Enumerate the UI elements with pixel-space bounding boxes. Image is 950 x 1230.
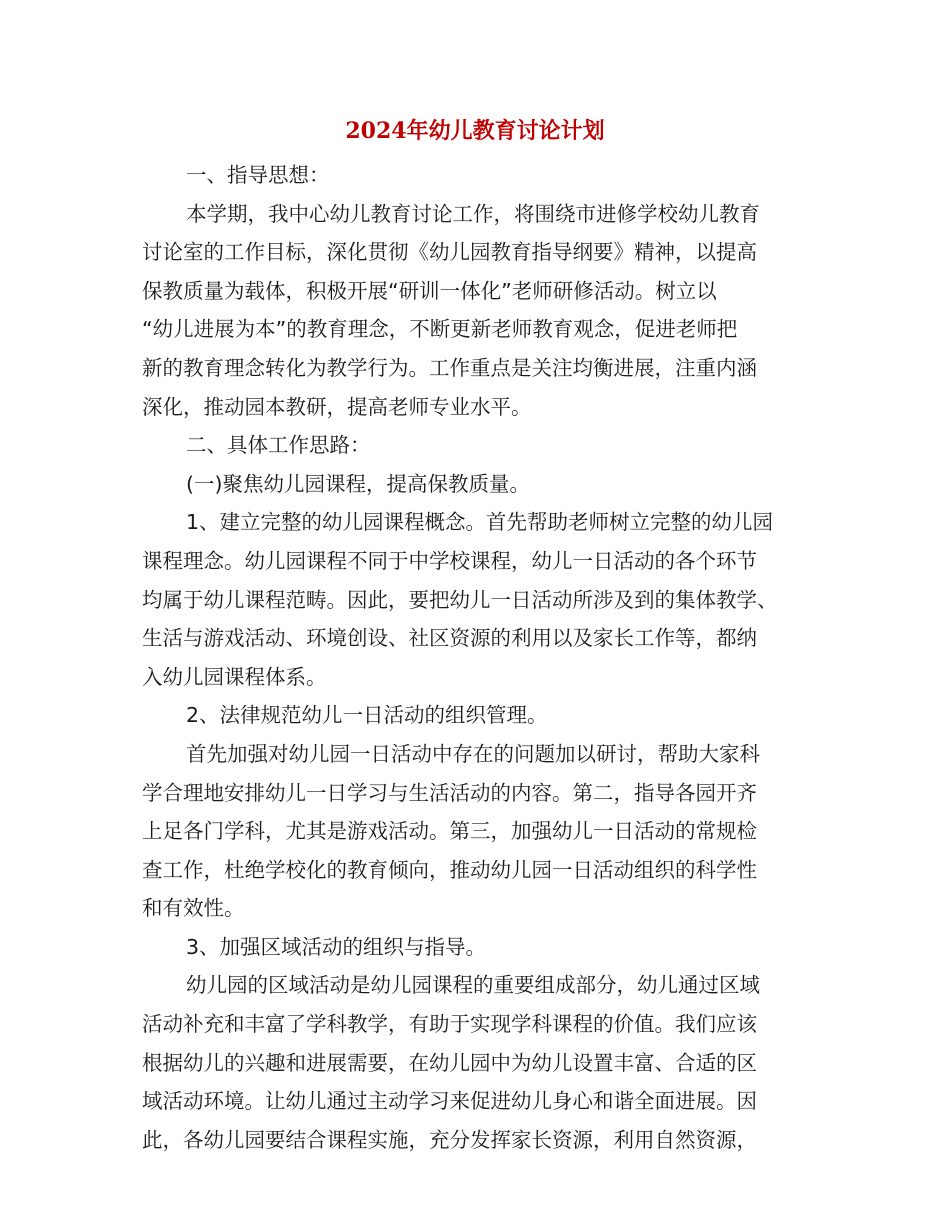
text-line: 查工作，杜绝学校化的教育倾向，推动幼儿园一日活动组织的科学性 bbox=[142, 857, 757, 882]
document-title: 2024年幼儿教育讨论计划 bbox=[345, 118, 605, 144]
text-line: 一、指导思想： bbox=[186, 163, 330, 187]
text-line: 域活动环境。让幼儿通过主动学习来促进幼儿身心和谐全面进展。因 bbox=[142, 1089, 757, 1114]
text-line: 均属于幼儿课程范畴。因此，要把幼儿一日活动所涉及到的集体教学、 bbox=[142, 587, 778, 612]
text-line: 2、法律规范幼儿一日活动的组织管理。 bbox=[186, 703, 548, 728]
text-line: 讨论室的工作目标，深化贯彻《幼儿园教育指导纲要》精神，以提高 bbox=[142, 240, 757, 265]
text-line: 此，各幼儿园要结合课程实施，充分发挥家长资源，利用自然资源， bbox=[142, 1127, 757, 1152]
text-line: 1、建立完整的幼儿园课程概念。首先帮助老师树立完整的幼儿园 bbox=[186, 510, 774, 535]
text-line: 本学期，我中心幼儿教育讨论工作，将围绕市进修学校幼儿教育 bbox=[186, 201, 760, 226]
text-line: 保教质量为载体，积极开展“研训一体化”老师研修活动。树立以 bbox=[142, 278, 717, 303]
text-line: 入幼儿园课程体系。 bbox=[142, 664, 327, 689]
text-line: 根据幼儿的兴趣和进展需要，在幼儿园中为幼儿设置丰富、合适的区 bbox=[142, 1050, 757, 1075]
document-body bbox=[142, 156, 810, 1159]
text-line: “幼儿进展为本”的教育理念，不断更新老师教育观念，促进老师把 bbox=[142, 317, 738, 342]
text-line: 深化，推动园本教研，提高老师专业水平。 bbox=[142, 394, 532, 419]
text-line: 上足各门学科，尤其是游戏活动。第三，加强幼儿一日活动的常规检 bbox=[142, 819, 757, 844]
text-line: 生活与游戏活动、环境创设、社区资源的利用以及家长工作等，都纳 bbox=[142, 626, 757, 651]
text-line: 课程理念。幼儿园课程不同于中学校课程，幼儿一日活动的各个环节 bbox=[142, 548, 757, 573]
text-line: 活动补充和丰富了学科教学，有助于实现学科课程的价值。我们应该 bbox=[142, 1012, 757, 1037]
text-line: 学合理地安排幼儿一日学习与生活活动的内容。第二，指导各园开齐 bbox=[142, 780, 757, 805]
text-line: 和有效性。 bbox=[142, 896, 245, 921]
text-line: 新的教育理念转化为教学行为。工作重点是关注均衡进展，注重内涵 bbox=[142, 355, 757, 380]
text-line: 幼儿园的区域活动是幼儿园课程的重要组成部分，幼儿通过区域 bbox=[186, 973, 760, 998]
text-line: 二、具体工作思路： bbox=[186, 433, 371, 458]
text-line: 3、加强区域活动的组织与指导。 bbox=[186, 934, 487, 959]
text-line: (一)聚焦幼儿园课程，提高保教质量。 bbox=[186, 471, 530, 496]
text-line: 首先加强对幼儿园一日活动中存在的问题加以研讨，帮助大家科 bbox=[186, 741, 760, 766]
